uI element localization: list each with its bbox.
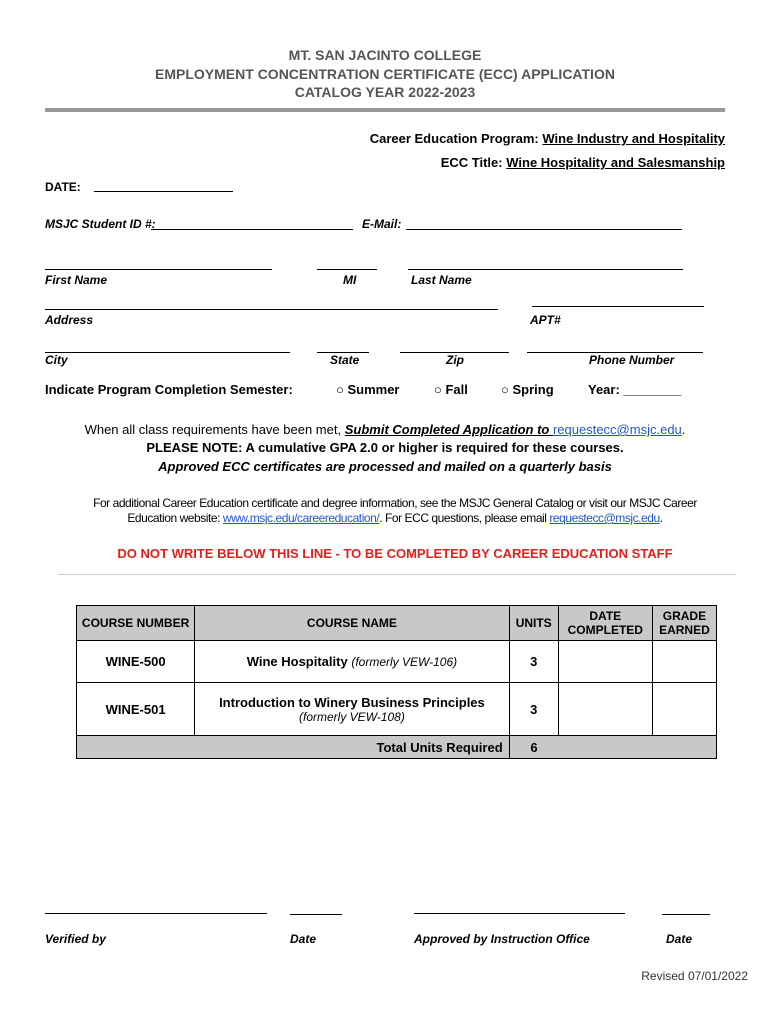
zip-label: Zip — [446, 353, 464, 367]
header-grade-earned: GRADE EARNED — [652, 606, 716, 641]
date-2-label: Date — [666, 932, 693, 946]
email-field[interactable] — [406, 229, 682, 230]
city-label: City — [45, 353, 68, 367]
info-email-text: . For ECC questions, please email — [379, 511, 550, 525]
gpa-notice: PLEASE NOTE: A cumulative GPA 2.0 or higher is required for these courses. — [146, 440, 624, 455]
verified-by-field[interactable] — [45, 913, 267, 914]
email-label: E-Mail: — [362, 217, 402, 231]
last-name-label: Last Name — [411, 273, 472, 287]
first-name-field[interactable] — [45, 269, 272, 270]
info-line-2 — [0, 511, 770, 525]
date-1-label: Date — [290, 932, 317, 946]
semester-label: Indicate Program Completion Semester: — [45, 382, 293, 397]
approved-by-field[interactable] — [414, 913, 625, 914]
careereducation-link[interactable]: www.msjc.edu/careereducation/ — [222, 511, 380, 525]
program-value: Wine Industry and Hospitality — [542, 131, 725, 146]
student-id-field[interactable] — [151, 229, 353, 230]
info-end: . — [659, 511, 663, 525]
program-label: Career Education Program: — [369, 131, 539, 146]
address-label: Address — [45, 313, 94, 327]
staff-notice: DO NOT WRITE BELOW THIS LINE - TO BE COMPLETED BY CAREER EDUCATION STAFF — [117, 546, 673, 561]
date-field[interactable] — [94, 191, 233, 192]
course-name: Wine Hospitality — [246, 654, 348, 669]
table-header-row — [77, 606, 717, 641]
course-units: 3 — [509, 641, 558, 683]
form-title: EMPLOYMENT CONCENTRATION CERTIFICATE (ECC) APPLICATION — [155, 66, 615, 82]
quarterly-notice: Approved ECC certificates are processed and mailed on a quarterly basis — [158, 459, 612, 474]
course-former: (formerly VEW-106) — [351, 655, 458, 669]
ecc-title-label: ECC Title: — [440, 155, 503, 170]
course-name: Introduction to Winery Business Principles — [219, 694, 485, 710]
student-id-label: MSJC Student ID #: — [45, 217, 156, 231]
apt-field[interactable] — [532, 306, 704, 307]
mi-label: MI — [343, 273, 357, 287]
ecc-title-line — [441, 155, 725, 170]
approved-by-label: Approved by Instruction Office — [414, 932, 590, 946]
semester-spring-radio[interactable]: ○ Spring — [501, 382, 554, 397]
phone-label: Phone Number — [589, 353, 675, 367]
city-field[interactable] — [45, 352, 290, 353]
college-name: MT. SAN JACINTO COLLEGE — [288, 47, 482, 63]
total-row — [77, 736, 717, 759]
submit-notice-end: . — [681, 422, 686, 437]
course-number: WINE-500 — [77, 641, 195, 683]
staff-divider — [58, 574, 736, 575]
course-number: WINE-501 — [77, 683, 195, 736]
year-field[interactable]: Year: ________ — [588, 382, 682, 397]
course-name-cell — [195, 641, 509, 683]
info-website-text: Education website: — [127, 511, 223, 525]
grade-earned-cell[interactable] — [652, 683, 716, 736]
state-label: State — [330, 353, 360, 367]
header-units: UNITS — [509, 606, 558, 641]
verified-by-label: Verified by — [45, 932, 106, 946]
mi-field[interactable] — [317, 269, 377, 270]
date-completed-cell[interactable] — [558, 683, 652, 736]
header-divider — [45, 108, 725, 112]
course-name-cell — [195, 683, 509, 736]
header-date-completed: DATE COMPLETED — [558, 606, 652, 641]
date-label: DATE: — [45, 180, 81, 194]
table-row — [77, 641, 717, 683]
semester-fall-radio[interactable]: ○ Fall — [434, 382, 468, 397]
total-units-label: Total Units Required — [77, 736, 510, 759]
last-name-field[interactable] — [408, 269, 683, 270]
course-units: 3 — [509, 683, 558, 736]
course-table — [76, 605, 717, 759]
submit-notice-text: When all class requirements have been met, — [84, 422, 345, 437]
revised-date: Revised 07/01/2022 — [641, 969, 748, 983]
total-units-value: 6 — [509, 736, 558, 759]
date-2-field[interactable] — [662, 914, 710, 915]
grade-earned-cell[interactable] — [652, 641, 716, 683]
catalog-year: CATALOG YEAR 2022-2023 — [294, 84, 476, 100]
submit-email-link[interactable]: requestecc@msjc.edu — [552, 422, 682, 437]
address-field[interactable] — [45, 309, 498, 310]
program-line — [370, 131, 725, 146]
date-completed-cell[interactable] — [558, 641, 652, 683]
apt-label: APT# — [530, 313, 561, 327]
semester-summer-radio[interactable]: ○ Summer — [336, 382, 400, 397]
info-line-1: For additional Career Education certificate and degree information, see the MSJC General Catalog or visit our MSJC Career — [93, 496, 697, 510]
submit-notice — [0, 422, 770, 437]
total-row-filler — [558, 736, 716, 759]
submit-instruction: Submit Completed Application to — [344, 422, 553, 437]
course-former: (formerly VEW-108) — [299, 709, 405, 724]
table-row — [77, 683, 717, 736]
first-name-label: First Name — [45, 273, 108, 287]
ecc-title-value: Wine Hospitality and Salesmanship — [506, 155, 725, 170]
header-course-number: COURSE NUMBER — [77, 606, 195, 641]
header-course-name: COURSE NAME — [195, 606, 509, 641]
info-email-link[interactable]: requestecc@msjc.edu — [549, 511, 660, 525]
date-1-field[interactable] — [290, 914, 342, 915]
